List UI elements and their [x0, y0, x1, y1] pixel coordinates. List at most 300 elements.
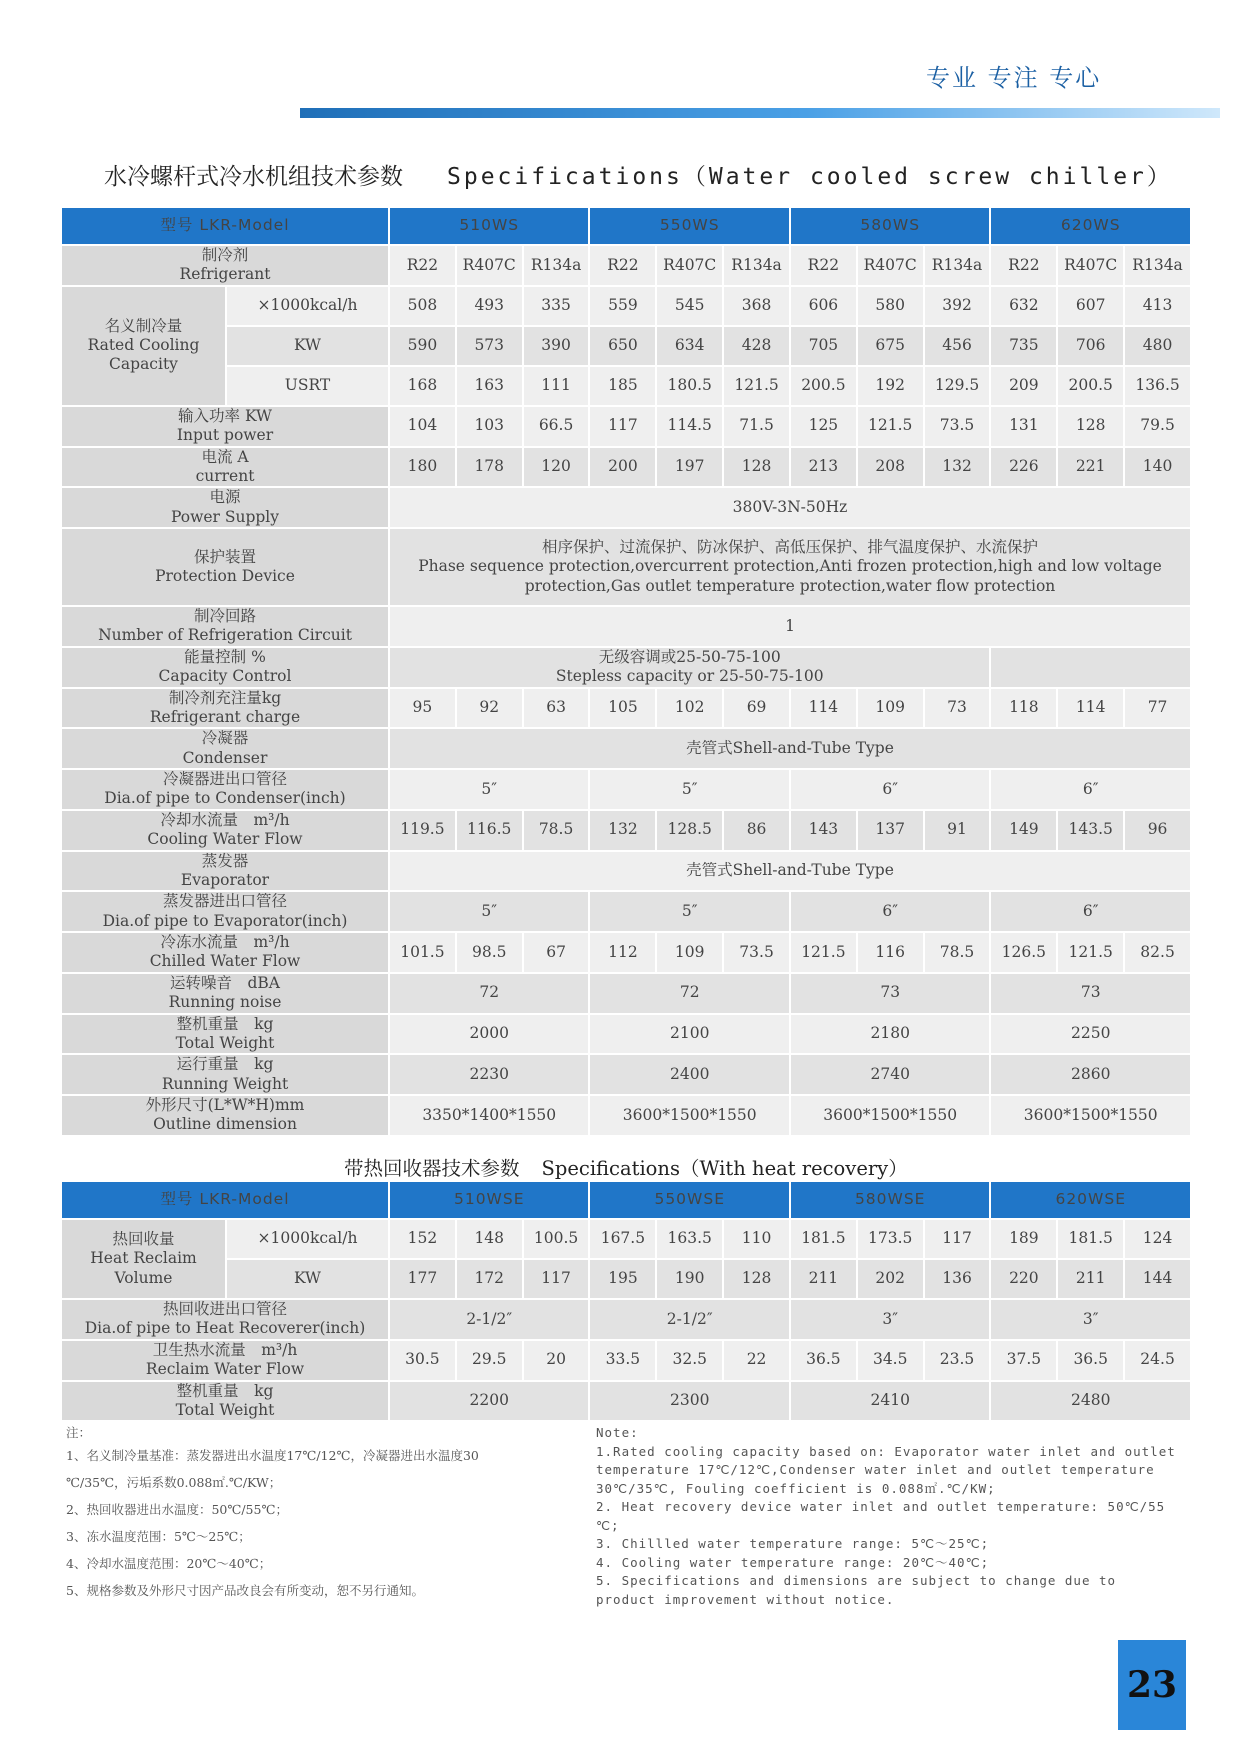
value-cell: 2300 — [590, 1382, 788, 1421]
value-cell: R22 — [390, 246, 455, 285]
notes-en — [596, 1424, 1196, 1609]
value-cell: 117 — [524, 1260, 589, 1298]
row-label-zh: 运行重量 kg — [176, 1055, 274, 1074]
spec-table-chiller — [60, 206, 1192, 1137]
value-cell: 73 — [991, 974, 1190, 1013]
row-label-en: Capacity — [109, 355, 178, 374]
value-cell: 73.5 — [925, 407, 990, 446]
value-cell: 172 — [457, 1260, 522, 1298]
value-cell: 2740 — [791, 1055, 989, 1094]
value-cell: 5″ — [590, 892, 788, 931]
row-label-zh: 制冷剂充注量kg — [168, 688, 282, 707]
value-cell: 163 — [457, 367, 522, 405]
value-cell: 119.5 — [390, 811, 455, 850]
value-cell: 706 — [1058, 327, 1123, 365]
model-header: 620WS — [991, 208, 1190, 244]
value-cell: 78.5 — [925, 933, 990, 972]
value-cell: 109 — [858, 689, 923, 728]
value-cell: 428 — [724, 327, 789, 365]
value-cell: 136 — [925, 1260, 990, 1298]
row-label-zh: 能量控制 % — [184, 647, 266, 666]
value-cell: 63 — [524, 689, 589, 728]
value-cell — [390, 529, 1190, 605]
value-cell: 180.5 — [657, 367, 722, 405]
note-line-en: 5. Specifications and dimensions are subject to change due to — [596, 1573, 1117, 1588]
value-cell: 2860 — [991, 1055, 1190, 1094]
row-label-zh: 蒸发器 — [201, 851, 249, 870]
header-gradient-bar — [300, 108, 1220, 118]
value-cell: 67 — [524, 933, 589, 972]
value-cell: 202 — [858, 1260, 923, 1298]
row-label-zh: 电源 — [209, 488, 241, 507]
value-cell: 2400 — [590, 1055, 788, 1094]
row-label-en: Heat Reclaim — [90, 1249, 197, 1268]
row-label — [62, 488, 388, 527]
value-cell: 137 — [858, 811, 923, 850]
row-label-zh: 卫生热水流量 m³/h — [152, 1340, 298, 1359]
note-line-zh: 2、热回收器进出水温度：50℃/55℃； — [66, 1502, 288, 1517]
value-cell: 128 — [724, 1260, 789, 1298]
row-label-zh: 电流 A — [201, 447, 249, 466]
unit-cell: ×1000kcal/h — [227, 287, 388, 325]
row-label-en: Capacity Control — [158, 667, 292, 686]
row-label-zh: 外形尺寸(L*W*H)mm — [145, 1096, 305, 1114]
value-cell: 493 — [457, 287, 522, 325]
value-cell: 3350*1400*1550 — [390, 1096, 588, 1135]
value-cell: 117 — [925, 1220, 990, 1258]
row-label-zh: 热回收量 — [112, 1229, 175, 1248]
value-cell: 545 — [657, 287, 722, 325]
value-cell: 559 — [590, 287, 655, 325]
row-label — [62, 407, 388, 446]
row-label — [62, 1341, 388, 1380]
note-line-zh: ℃/35℃，污垢系数0.088㎡.℃/KW； — [66, 1475, 282, 1490]
value-cell: 3″ — [791, 1300, 989, 1339]
value-cell: 98.5 — [457, 933, 522, 972]
value-cell: 226 — [991, 448, 1056, 487]
note-line-en: 3. Chillled water temperature range: 5℃～25℃; — [596, 1536, 990, 1551]
value-cell: 126.5 — [991, 933, 1056, 972]
row-label — [62, 1382, 388, 1421]
value-cell: 580 — [858, 287, 923, 325]
value-cell: 104 — [390, 407, 455, 446]
table2-title-zh: 带热回收器技术参数 — [344, 1157, 520, 1180]
value-cell: 149 — [991, 811, 1056, 850]
row-label-en: Input power — [176, 426, 274, 445]
value-cell: 190 — [657, 1260, 722, 1298]
value-cell: 6″ — [991, 770, 1190, 809]
value-cell: 200.5 — [1058, 367, 1123, 405]
row-label-en: Reclaim Water Flow — [145, 1360, 305, 1379]
value-cell: 121.5 — [724, 367, 789, 405]
value-cell: 100.5 — [524, 1220, 589, 1258]
value-cell: 79.5 — [1125, 407, 1190, 446]
value-cell: 132 — [925, 448, 990, 487]
row-label — [62, 648, 388, 687]
value-cell: 2180 — [791, 1015, 989, 1054]
value-cell: 110 — [724, 1220, 789, 1258]
value-cell: 5″ — [390, 770, 588, 809]
protection-text: Phase sequence protection,overcurrent protection,Anti frozen protection,high and low voltage — [418, 557, 1162, 576]
value-cell: 143.5 — [1058, 811, 1123, 850]
value-cell: R134a — [724, 246, 789, 285]
value-cell: 73.5 — [724, 933, 789, 972]
value-cell: 456 — [925, 327, 990, 365]
value-cell: 22 — [724, 1341, 789, 1380]
value-cell: 173.5 — [858, 1220, 923, 1258]
table1-title-zh: 水冷螺杆式冷水机组技术参数 — [104, 164, 403, 190]
value-cell: 117 — [590, 407, 655, 446]
value-cell: 163.5 — [657, 1220, 722, 1258]
value-cell: 91 — [925, 811, 990, 850]
note-line-en: ℃; — [596, 1517, 620, 1533]
value-cell: 86 — [724, 811, 789, 850]
value-cell: 95 — [390, 689, 455, 728]
value-cell: 121.5 — [1058, 933, 1123, 972]
model-header: 620WSE — [991, 1182, 1190, 1218]
value-cell: 132 — [590, 811, 655, 850]
model-header-label: 型号 LKR-Model — [62, 1182, 388, 1218]
note-line-zh: 1、名义制冷量基准：蒸发器进出水温度17℃/12℃，冷凝器进出水温度30 — [66, 1448, 479, 1463]
row-label-zh: 冷却水流量 m³/h — [160, 810, 290, 829]
value-cell: 131 — [991, 407, 1056, 446]
value-cell: 181.5 — [791, 1220, 856, 1258]
row-label-en: Running Weight — [161, 1074, 289, 1093]
value-cell: R134a — [925, 246, 990, 285]
value-cell — [390, 648, 989, 687]
value-cell: 33.5 — [590, 1341, 655, 1380]
row-label-en: Total Weight — [175, 1400, 275, 1419]
value-cell: 140 — [1125, 448, 1190, 487]
value-cell: 129.5 — [925, 367, 990, 405]
value-cell: 143 — [791, 811, 856, 850]
row-label-zh: 运转噪音 dBA — [169, 973, 280, 992]
protection-text: protection,Gas outlet temperature protection,water flow protection — [524, 576, 1056, 595]
value-cell: 121.5 — [791, 933, 856, 972]
spec-table-heat-recovery — [60, 1180, 1192, 1422]
unit-cell: KW — [227, 1260, 388, 1298]
model-header: 510WSE — [390, 1182, 588, 1218]
value-cell: 128.5 — [657, 811, 722, 850]
value-cell: 壳管式Shell-and-Tube Type — [390, 852, 1190, 891]
value-cell: 2200 — [390, 1382, 588, 1421]
value-cell: 413 — [1125, 287, 1190, 325]
value-cell: 37.5 — [991, 1341, 1056, 1380]
value-cell: 213 — [791, 448, 856, 487]
value-cell: R407C — [858, 246, 923, 285]
value-cell: R407C — [1058, 246, 1123, 285]
note-line-en: 30℃/35℃, Fouling coefficient is 0.088㎡.℃/KW; — [596, 1480, 996, 1496]
unit-cell: USRT — [227, 367, 388, 405]
value-cell: 30.5 — [390, 1341, 455, 1380]
value-cell: 220 — [991, 1260, 1056, 1298]
value-cell: 168 — [390, 367, 455, 405]
notes-en-title: Note: — [596, 1425, 639, 1440]
unit-cell: ×1000kcal/h — [227, 1220, 388, 1258]
note-line-zh: 3、冻水温度范围：5℃～25℃； — [66, 1529, 251, 1544]
row-label-en: Power Supply — [170, 507, 280, 526]
value-cell: 189 — [991, 1220, 1056, 1258]
value-cell: 178 — [457, 448, 522, 487]
row-label-en: Running noise — [168, 993, 282, 1012]
value-cell: 3600*1500*1550 — [791, 1096, 989, 1135]
value-cell: 23.5 — [925, 1341, 990, 1380]
table2-title-en: Specifications（With heat recovery） — [541, 1157, 908, 1180]
row-label-zh: 冷冻水流量 m³/h — [160, 933, 290, 951]
row-label — [62, 974, 388, 1013]
value-cell: 壳管式Shell-and-Tube Type — [390, 729, 1190, 768]
value-cell: 2-1/2″ — [590, 1300, 788, 1339]
value-cell: 6″ — [791, 770, 989, 809]
value-cell: 136.5 — [1125, 367, 1190, 405]
value-cell: 109 — [657, 933, 722, 972]
value-cell: 128 — [724, 448, 789, 487]
value-cell: 195 — [590, 1260, 655, 1298]
value-cell: 2100 — [590, 1015, 788, 1054]
value-cell: 82.5 — [1125, 933, 1190, 972]
value-cell: R22 — [991, 246, 1056, 285]
value-cell: 125 — [791, 407, 856, 446]
value-cell: 197 — [657, 448, 722, 487]
value-cell: 101.5 — [390, 933, 455, 972]
value-cell: 632 — [991, 287, 1056, 325]
row-label — [62, 287, 225, 405]
value-cell: 2-1/2″ — [390, 1300, 588, 1339]
value-cell: 102 — [657, 689, 722, 728]
value-cell: 24.5 — [1125, 1341, 1190, 1380]
model-header: 550WSE — [590, 1182, 788, 1218]
value-cell: 200.5 — [791, 367, 856, 405]
value-cell: R407C — [457, 246, 522, 285]
value-cell: R22 — [590, 246, 655, 285]
row-label — [62, 607, 388, 646]
value-cell: 72 — [390, 974, 588, 1013]
value-cell: 675 — [858, 327, 923, 365]
value-cell: 71.5 — [724, 407, 789, 446]
model-header: 510WS — [390, 208, 588, 244]
value-cell: 2250 — [991, 1015, 1190, 1054]
value-cell: 180 — [390, 448, 455, 487]
value-cell: 634 — [657, 327, 722, 365]
capacity-control-text: 无级容调或25-50-75-100 — [598, 647, 781, 666]
value-cell: 480 — [1125, 327, 1190, 365]
row-label-en: Dia.of pipe to Heat Recoverer(inch) — [84, 1319, 366, 1338]
table1-title — [104, 158, 1173, 191]
value-cell: 211 — [791, 1260, 856, 1298]
row-label-en: Volume — [114, 1268, 173, 1287]
row-label-zh: 名义制冷量 — [104, 316, 183, 335]
table2-title — [344, 1153, 908, 1181]
row-label — [62, 1300, 388, 1339]
value-cell: 124 — [1125, 1220, 1190, 1258]
value-cell: R134a — [524, 246, 589, 285]
value-cell: 705 — [791, 327, 856, 365]
value-cell: 368 — [724, 287, 789, 325]
value-cell: 5″ — [390, 892, 588, 931]
row-label-zh: 输入功率 KW — [178, 406, 272, 425]
row-label-zh: 蒸发器进出口管径 — [162, 892, 287, 911]
value-cell: 3″ — [991, 1300, 1190, 1339]
value-cell: 606 — [791, 287, 856, 325]
value-cell: 112 — [590, 933, 655, 972]
value-cell: 92 — [457, 689, 522, 728]
row-label-en: Dia.of pipe to Evaporator(inch) — [102, 911, 348, 930]
unit-cell: KW — [227, 327, 388, 365]
model-header: 580WSE — [791, 1182, 989, 1218]
value-cell: 209 — [991, 367, 1056, 405]
value-cell: 20 — [524, 1341, 589, 1380]
value-cell: 73 — [791, 974, 989, 1013]
value-cell: 77 — [1125, 689, 1190, 728]
value-cell: 607 — [1058, 287, 1123, 325]
value-cell: 96 — [1125, 811, 1190, 850]
value-cell: R134a — [1125, 246, 1190, 285]
empty-cell — [991, 648, 1190, 687]
value-cell: 69 — [724, 689, 789, 728]
value-cell: 114 — [1058, 689, 1123, 728]
row-label-zh: 制冷回路 — [193, 607, 256, 625]
value-cell: 3600*1500*1550 — [590, 1096, 788, 1135]
row-label — [62, 933, 388, 972]
capacity-control-text: Stepless capacity or 25-50-75-100 — [555, 667, 824, 686]
value-cell: 508 — [390, 287, 455, 325]
value-cell: 2410 — [791, 1382, 989, 1421]
row-label-en: Dia.of pipe to Condenser(inch) — [104, 789, 346, 808]
value-cell: 590 — [390, 327, 455, 365]
row-label-zh: 整机重量 kg — [176, 1381, 274, 1400]
row-label — [62, 729, 388, 768]
note-line-zh: 5、规格参数及外形尺寸因产品改良会有所变动，恕不另行通知。 — [66, 1583, 424, 1598]
row-label — [62, 1220, 225, 1298]
note-line-en: product improvement without notice. — [596, 1591, 895, 1607]
value-cell: 103 — [457, 407, 522, 446]
row-label-zh: 整机重量 kg — [176, 1014, 274, 1033]
row-label-en: Chilled Water Flow — [149, 952, 301, 971]
note-line-en: 4. Cooling water temperature range: 20℃～40℃; — [596, 1554, 990, 1570]
row-label-en: Condenser — [182, 748, 268, 767]
value-cell: 2480 — [991, 1382, 1190, 1421]
row-label — [62, 246, 388, 285]
value-cell: 111 — [524, 367, 589, 405]
value-cell: 1 — [390, 607, 1190, 646]
value-cell: 181.5 — [1058, 1220, 1123, 1258]
model-header-label: 型号 LKR-Model — [62, 208, 388, 244]
value-cell: 208 — [858, 448, 923, 487]
value-cell: 29.5 — [457, 1341, 522, 1380]
value-cell: 2000 — [390, 1015, 588, 1054]
value-cell: 72 — [590, 974, 788, 1013]
value-cell: 66.5 — [524, 407, 589, 446]
page-number: 23 — [1118, 1640, 1186, 1730]
value-cell: 3600*1500*1550 — [991, 1096, 1190, 1135]
row-label-en: Protection Device — [155, 567, 295, 585]
row-label-en: Outline dimension — [153, 1115, 297, 1134]
value-cell: 177 — [390, 1260, 455, 1298]
note-line-en: 1.Rated cooling capacity based on: Evaporator water inlet and outlet — [596, 1443, 1176, 1459]
value-cell: 335 — [524, 287, 589, 325]
value-cell: 221 — [1058, 448, 1123, 487]
value-cell: 128 — [1058, 407, 1123, 446]
row-label — [62, 1055, 388, 1094]
row-label — [62, 852, 388, 891]
value-cell: 73 — [925, 689, 990, 728]
value-cell: 6″ — [991, 892, 1190, 931]
value-cell: 121.5 — [858, 407, 923, 446]
value-cell: 200 — [590, 448, 655, 487]
note-line-zh: 4、冷却水温度范围：20℃～40℃； — [66, 1556, 272, 1571]
value-cell: 380V-3N-50Hz — [390, 488, 1190, 527]
value-cell: 32.5 — [657, 1341, 722, 1380]
value-cell: 114.5 — [657, 407, 722, 446]
value-cell: 192 — [858, 367, 923, 405]
row-label-en: Rated Cooling — [87, 336, 200, 355]
row-label — [62, 529, 388, 605]
note-line-en: temperature 17℃/12℃,Condenser water inlet and outlet temperature — [596, 1462, 1155, 1477]
row-label — [62, 1015, 388, 1054]
row-label — [62, 1096, 388, 1135]
value-cell: 105 — [590, 689, 655, 728]
value-cell: 120 — [524, 448, 589, 487]
model-header: 580WS — [791, 208, 989, 244]
value-cell: 735 — [991, 327, 1056, 365]
row-label — [62, 689, 388, 728]
row-label-zh: 冷凝器 — [201, 729, 249, 748]
value-cell: 36.5 — [791, 1341, 856, 1380]
value-cell: 34.5 — [858, 1341, 923, 1380]
slogan: 专业 专注 专心 — [926, 64, 1102, 92]
row-label-en: Number of Refrigeration Circuit — [98, 626, 352, 645]
value-cell: 211 — [1058, 1260, 1123, 1298]
value-cell: 152 — [390, 1220, 455, 1258]
value-cell: 116 — [858, 933, 923, 972]
row-label — [62, 892, 388, 931]
row-label-en: Refrigerant charge — [149, 707, 301, 726]
row-label-en: Total Weight — [175, 1033, 275, 1052]
row-label-en: Evaporator — [180, 870, 270, 889]
value-cell: 573 — [457, 327, 522, 365]
value-cell: 185 — [590, 367, 655, 405]
value-cell: 78.5 — [524, 811, 589, 850]
row-label-zh: 冷凝器进出口管径 — [162, 770, 287, 788]
value-cell: 144 — [1125, 1260, 1190, 1298]
note-line-en: 2. Heat recovery device water inlet and outlet temperature: 50℃/55 — [596, 1499, 1166, 1514]
row-label — [62, 811, 388, 850]
value-cell: 390 — [524, 327, 589, 365]
value-cell: 5″ — [590, 770, 788, 809]
value-cell: R407C — [657, 246, 722, 285]
value-cell: 167.5 — [590, 1220, 655, 1258]
row-label — [62, 448, 388, 487]
value-cell: 6″ — [791, 892, 989, 931]
notes-zh — [66, 1424, 586, 1604]
row-label-zh: 热回收进出口管径 — [162, 1300, 287, 1318]
row-label-en: Refrigerant — [179, 265, 271, 284]
protection-text: 相序保护、过流保护、防冰保护、高低压保护、排气温度保护、水流保护 — [541, 537, 1038, 556]
value-cell: R22 — [791, 246, 856, 285]
value-cell: 116.5 — [457, 811, 522, 850]
value-cell: 36.5 — [1058, 1341, 1123, 1380]
value-cell: 118 — [991, 689, 1056, 728]
value-cell: 148 — [457, 1220, 522, 1258]
table1-title-en: Specifications（Water cooled screw chiller） — [447, 164, 1173, 190]
value-cell: 114 — [791, 689, 856, 728]
row-label — [62, 770, 388, 809]
value-cell: 650 — [590, 327, 655, 365]
model-header: 550WS — [590, 208, 788, 244]
row-label-zh: 保护装置 — [193, 547, 256, 566]
row-label-en: Cooling Water Flow — [147, 830, 303, 849]
value-cell: 392 — [925, 287, 990, 325]
